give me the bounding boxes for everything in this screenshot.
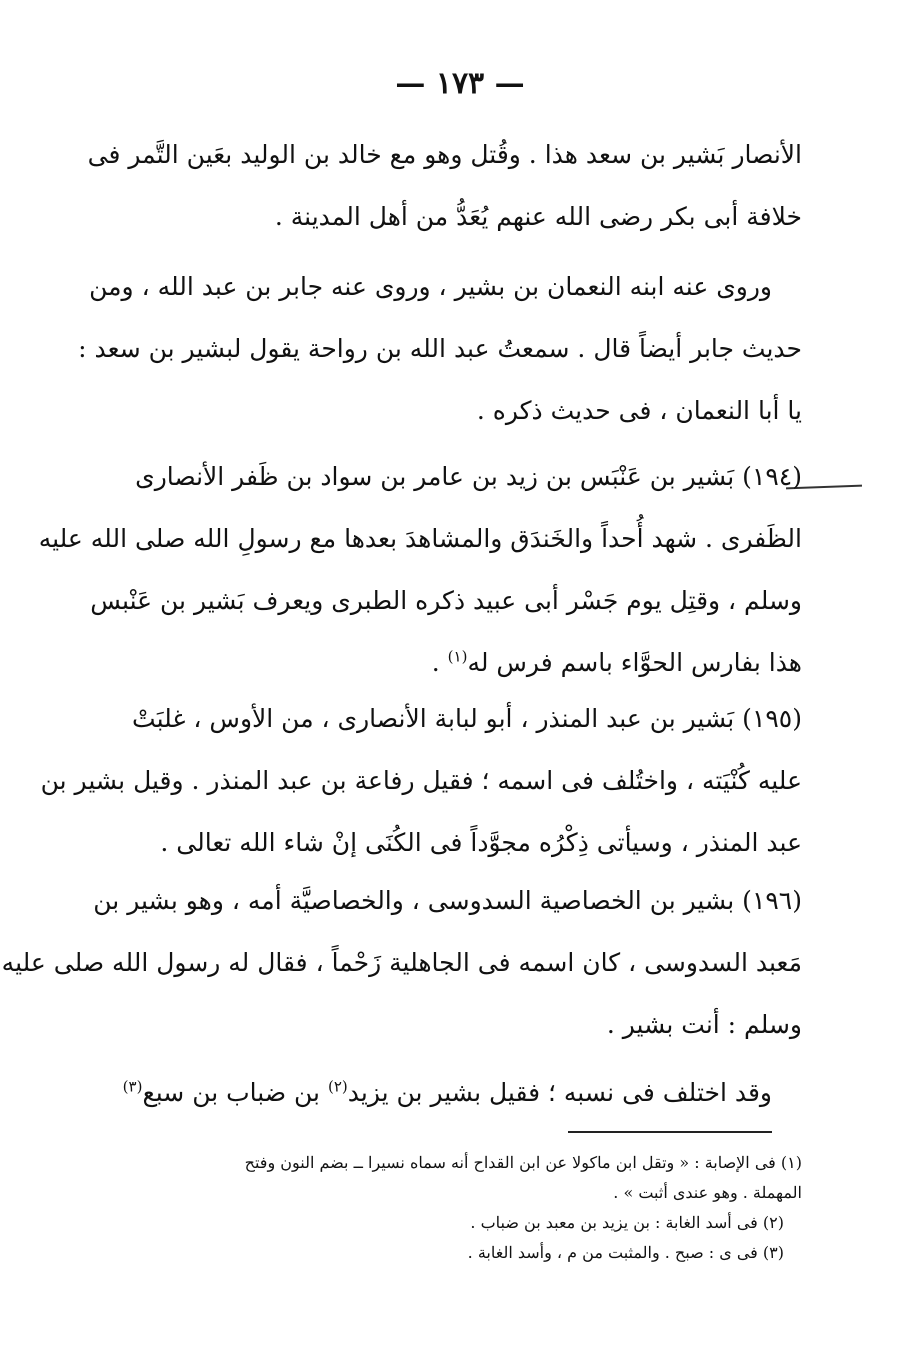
footnote-divider [568, 1131, 772, 1133]
footnote-line: (١) فى الإصابة : « وتقل ابن ماكولا عن ابن القداح أنه سماه نسيرا ــ بضم النون وفتح [244, 1153, 802, 1172]
page-number: — ١٧٣ — [395, 66, 525, 101]
paragraph-narrators [78, 256, 802, 442]
text-segment: بن ضباب بن سبع [142, 1078, 328, 1107]
paragraph-lineage [122, 1062, 802, 1124]
entry-heading-line: (١٩٥) بَشير بن عبد المنذر ، أبو لبابة الأنصارى ، من الأوس ، غلبَتْ [132, 704, 802, 733]
entry-194 [38, 446, 802, 694]
footnote-line: المهملة . وهو عندى أثبت » . [613, 1183, 802, 1202]
entry-heading-line: (١٩٤) بَشير بن عَنْبَس بن زيد بن عامر بن سواد بن ظَفر الأنصارى [135, 462, 802, 491]
text-line: وسلم ، وقتِل يوم جَسْر أبى عبيد ذكره الطبرى ويعرف بَشير بن عَنْبس [90, 586, 802, 615]
footnote-line: (٣) فى ى : صبح . والمثبت من م ، وأسد الغابة . [467, 1243, 784, 1262]
footnote-line: (٢) فى أسد الغابة : بن يزيد بن معبد بن ضباب . [470, 1213, 784, 1232]
footnote-ref: (٣) [122, 1077, 143, 1096]
text-line: هذا بفارس الحوَّاء باسم فرس له$^{(١)}$ . [431, 647, 802, 677]
footnote-ref: (١) [447, 647, 468, 666]
text-line: وسلم : أنت بشير . [606, 1010, 802, 1039]
text-line: يا أبا النعمان ، فى حديث ذكره . [476, 396, 802, 425]
footnotes [138, 1148, 802, 1268]
text-line: مَعبد السدوسى ، كان اسمه فى الجاهلية زَحْماً ، فقال له رسول الله صلى عليه [1, 948, 802, 977]
text-segment: وقد اختلف فى نسبه ؛ فقيل بشير بن يزيد [347, 1078, 772, 1107]
footnote-ref: (٢) [327, 1077, 348, 1096]
text-segment: هذا بفارس الحوَّاء باسم فرس له [467, 648, 802, 677]
entry-heading-line: (١٩٦) بشير بن الخصاصية السدوسى ، والخصاصيَّة أمه ، وهو بشير بن [93, 886, 802, 915]
text-line: عبد المنذر ، وسيأتى ذِكْرُه مجوَّداً فى الكُنَى إنْ شاء الله تعالى . [160, 828, 802, 857]
paragraph-continuation [87, 124, 802, 248]
text-line [122, 1062, 802, 1124]
text-line: الأنصار بَشير بن سعد هذا . وقُتل وهو مع خالد بن الوليد بعَين التَّمر فى [87, 140, 802, 169]
text-line: خلافة أبى بكر رضى الله عنهم يُعَدُّ من أهل المدينة . [274, 202, 802, 231]
text-line: عليه كُنْيَته ، واختُلف فى اسمه ؛ فقيل رفاعة بن عبد المنذر . وقيل بشير بن [40, 766, 802, 795]
entry-195 [40, 688, 802, 874]
entry-196 [1, 870, 802, 1056]
text-line: وروى عنه ابنه النعمان بن بشير ، وروى عنه جابر بن عبد الله ، ومن [89, 272, 772, 301]
text-line: الظَفرى . شهد أُحداً والخَندَق والمشاهدَ بعدها مع رسولِ الله صلى الله عليه [38, 524, 802, 553]
text-line: حديث جابر أيضاً قال . سمعتُ عبد الله بن رواحة يقول لبشير بن سعد : [78, 334, 802, 363]
